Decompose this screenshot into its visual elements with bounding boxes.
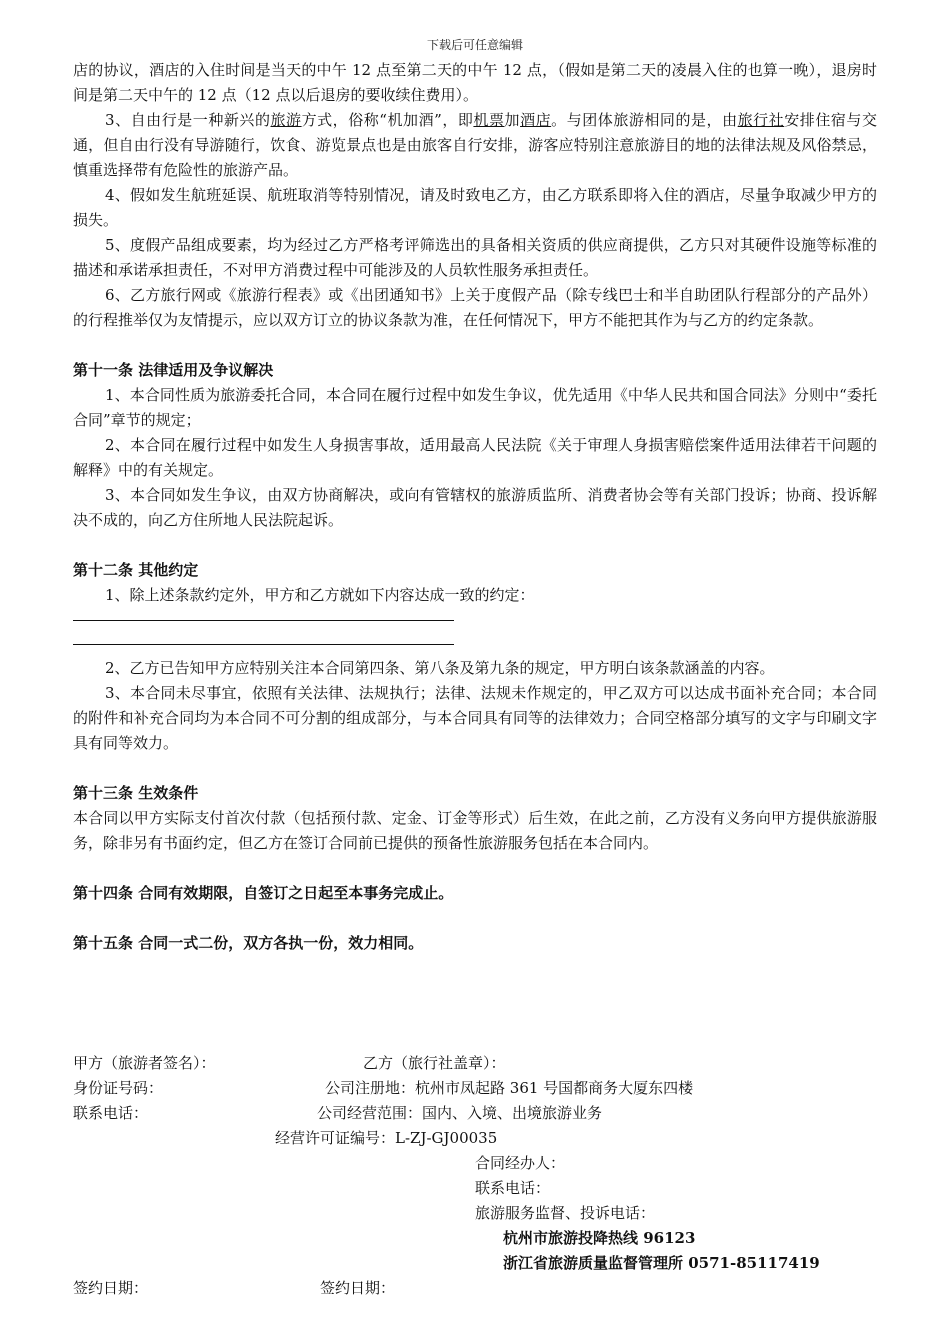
link-travel-agency[interactable]: 旅行社 <box>737 111 785 129</box>
link-tourism[interactable]: 旅游 <box>270 111 302 129</box>
article-14: 第十四条 合同有效期限，自签订之日起至本事务完成止。 <box>73 884 454 902</box>
license-number: 经营许可证编号：L-ZJ-GJ00035 <box>275 1129 498 1147</box>
link-hotel[interactable]: 酒店 <box>520 111 552 129</box>
header-note: 下载后可任意编辑 <box>426 38 523 52</box>
article-11-title: 第十一条 法律适用及争议解决 <box>73 361 274 379</box>
party-a-signature-label: 甲方（旅游者签名）： <box>73 1054 216 1072</box>
article-11-clause-1: 1、本合同性质为旅游委托合同，本合同在履行过程中如发生争议，优先适用《中华人民共和国合同法》分则中“委托合同”章节的规定； <box>73 386 877 429</box>
party-b-phone-label: 联系电话： <box>475 1179 551 1197</box>
registered-address: 公司注册地：杭州市凤起路 361 号国都商务大厦东四楼 <box>325 1079 694 1097</box>
article-12-clause-2: 2、乙方已告知甲方应特别关注本合同第四条、第八条及第九条的规定，甲方明白该条款涵盖的内容。 <box>105 659 775 677</box>
party-a-date-label: 签约日期： <box>73 1279 149 1297</box>
article-12-title: 第十二条 其他约定 <box>73 561 199 579</box>
article-12-clause-1: 1、除上述条款约定外，甲方和乙方就如下内容达成一致的约定： <box>105 586 535 604</box>
fill-in-line[interactable] <box>73 608 454 621</box>
article-11-clause-3: 3、本合同如发生争议，由双方协商解决，或向有管辖权的旅游质监所、消费者协会等有关部门投诉；协商、投诉解决不成的，向乙方住所地人民法院起诉。 <box>73 486 877 529</box>
article-15: 第十五条 合同一式二份，双方各执一份，效力相同。 <box>73 934 424 952</box>
continued-paragraph: 店的协议，酒店的入住时间是当天的中午 12 点至第二天的中午 12 点，（假如是第二天的凌晨入住的也算一晚），退房时间是第二天中午的 12 点（12 点以后退房的要收续住费用）。 <box>73 61 877 104</box>
id-number-label: 身份证号码： <box>73 1079 164 1097</box>
contract-agent-label: 合同经办人： <box>475 1154 566 1172</box>
hangzhou-hotline: 杭州市旅游投降热线 96123 <box>503 1229 696 1247</box>
fill-in-line[interactable] <box>73 632 454 645</box>
contract-body <box>73 58 877 956</box>
zhejiang-hotline: 浙江省旅游质量监督管理所 0571-85117419 <box>503 1254 820 1272</box>
clause-6: 6、乙方旅行网或《旅游行程表》或《出团通知书》上关于度假产品（除专线巴士和半自助团队行程部分的产品外）的行程推举仅为友情提示，应以双方订立的协议条款为准，在任何情况下，甲方不能把其作为与乙方的约定条款。 <box>73 286 877 329</box>
business-scope: 公司经营范围：国内、入境、出境旅游业务 <box>317 1104 603 1122</box>
article-13-body: 本合同以甲方实际支付首次付款（包括预付款、定金、订金等形式）后生效，在此之前，乙方没有义务向甲方提供旅游服务，除非另有书面约定，但乙方在签订合同前已提供的预备性旅游服务包括在本合同内。 <box>73 809 877 852</box>
article-13-title: 第十三条 生效条件 <box>73 784 199 802</box>
clause-5: 5、度假产品组成要素，均为经过乙方严格考评筛选出的具备相关资质的供应商提供，乙方只对其硬件设施等标准的描述和承诺承担责任，不对甲方消费过程中可能涉及的人员软性服务承担责任。 <box>73 236 877 279</box>
clause-4: 4、假如发生航班延误、航班取消等特别情况，请及时致电乙方，由乙方联系即将入住的酒店，尽量争取减少甲方的损失。 <box>73 186 877 229</box>
party-b-date-label: 签约日期： <box>320 1279 396 1297</box>
party-b-seal-label: 乙方（旅行社盖章）： <box>363 1054 506 1072</box>
article-11-clause-2: 2、本合同在履行过程中如发生人身损害事故，适用最高人民法院《关于审理人身损害赔偿案件适用法律若干问题的解释》中的有关规定。 <box>73 436 877 479</box>
party-a-phone-label: 联系电话： <box>73 1104 149 1122</box>
article-12-clause-3: 3、本合同未尽事宜，依照有关法律、法规执行；法律、法规未作规定的，甲乙双方可以达成书面补充合同；本合同的附件和补充合同均为本合同不可分割的组成部分，与本合同具有同等的法律效力；合同空格部分填写的文字与印刷文字具有同等效力。 <box>73 684 877 752</box>
link-air-ticket[interactable]: 机票 <box>473 111 505 129</box>
clause-3: 3、自由行是一种新兴的旅游方式，俗称“机加酒”，即机票加酒店。与团体旅游相同的是，由旅行社安排住宿与交通，但自由行没有导游随行，饮食、游览景点也是由旅客自行安排，游客应特别注意旅游目的地的法律法规及风俗禁忌，慎重选择带有危险性的旅游产品。 <box>73 111 877 179</box>
supervision-label: 旅游服务监督、投诉电话： <box>475 1204 656 1222</box>
